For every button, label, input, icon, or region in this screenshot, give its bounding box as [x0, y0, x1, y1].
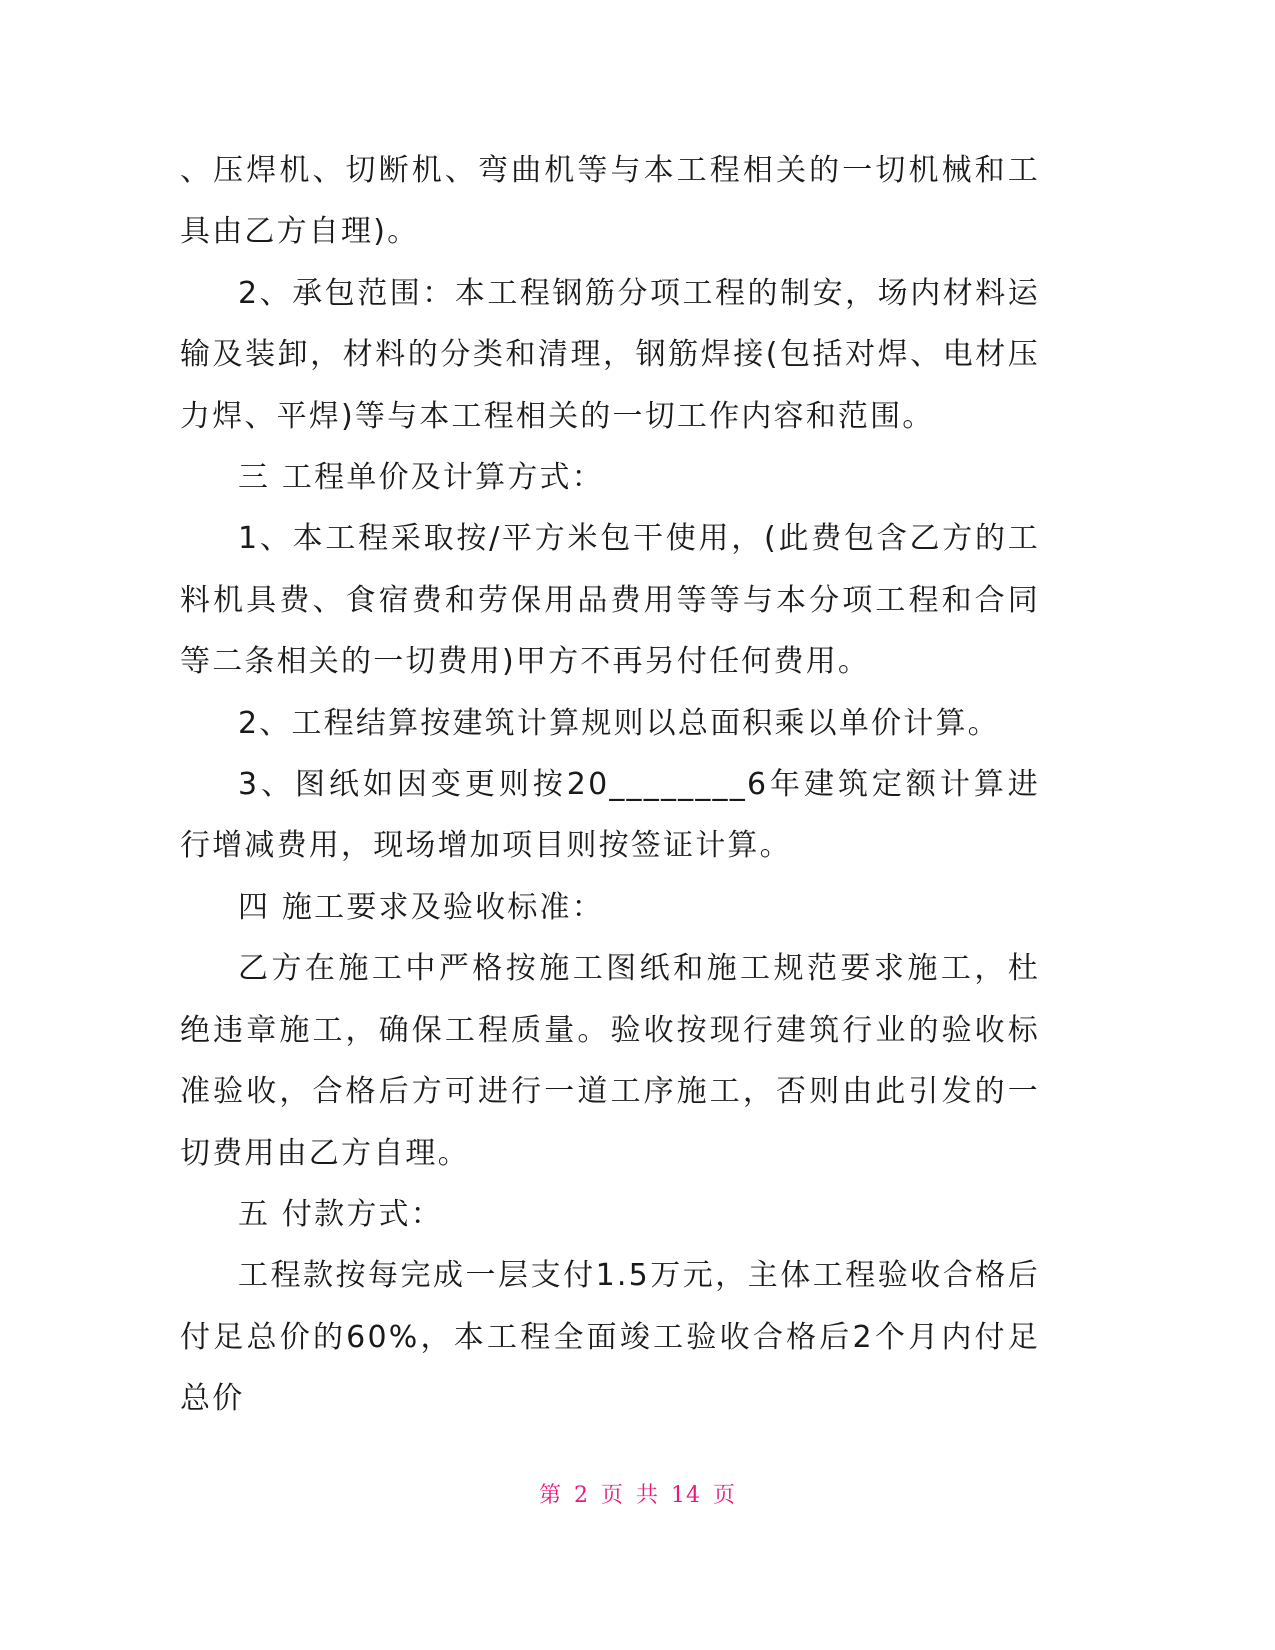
footer-page-word: 页 — [600, 1483, 624, 1508]
footer-suffix: 页 — [713, 1483, 737, 1508]
footer-current-page: 2 — [573, 1483, 589, 1508]
paragraph-settlement: 2、工程结算按建筑计算规则以总面积乘以单价计算。 — [238, 705, 1000, 741]
paragraph-contract-scope: 2、承包范围：本工程钢筋分项工程的制安，场内材料运输及装卸，材料的分类和清理，钢筋焊接(包括对焊、电材压力焊、平焊)等与本工程相关的一切工作内容和范围。 — [180, 275, 1040, 434]
paragraph-payment-terms: 工程款按每完成一层支付1.5万元，主体工程验收合格后付足总价的60%，本工程全面竣工验收合格后2个月内付足总价 — [180, 1258, 1040, 1417]
paragraph-tools-clause: 、压焊机、切断机、弯曲机等与本工程相关的一切机械和工具由乙方自理)。 — [180, 153, 1040, 250]
paragraph-lump-sum: 1、本工程采取按/平方米包干使用，(此费包含乙方的工料机具费、食宿费和劳保用品费用等等与本分项工程和合同等二条相关的一切费用)甲方不再另付任何费用。 — [180, 521, 1040, 680]
page-footer — [0, 1478, 1275, 1509]
section-heading-construction-requirements: 四 施工要求及验收标准： — [238, 889, 604, 925]
footer-total-pages: 14 — [671, 1483, 702, 1508]
paragraph-quality-acceptance: 乙方在施工中严格按施工图纸和施工规范要求施工，杜绝违章施工，确保工程质量。验收按现行建筑行业的验收标准验收，合格后方可进行一道工序施工，否则由此引发的一切费用由乙方自理。 — [180, 951, 1040, 1171]
section-heading-payment: 五 付款方式： — [238, 1196, 443, 1232]
paragraph-design-change: 3、图纸如因变更则按20________6年建筑定额计算进行增减费用，现场增加项目则按签证计算。 — [180, 767, 1040, 864]
footer-prefix: 第 — [538, 1483, 562, 1508]
document-body — [180, 140, 1040, 1430]
footer-total-word: 共 — [636, 1483, 660, 1508]
section-heading-unit-price: 三 工程单价及计算方式： — [238, 460, 604, 496]
